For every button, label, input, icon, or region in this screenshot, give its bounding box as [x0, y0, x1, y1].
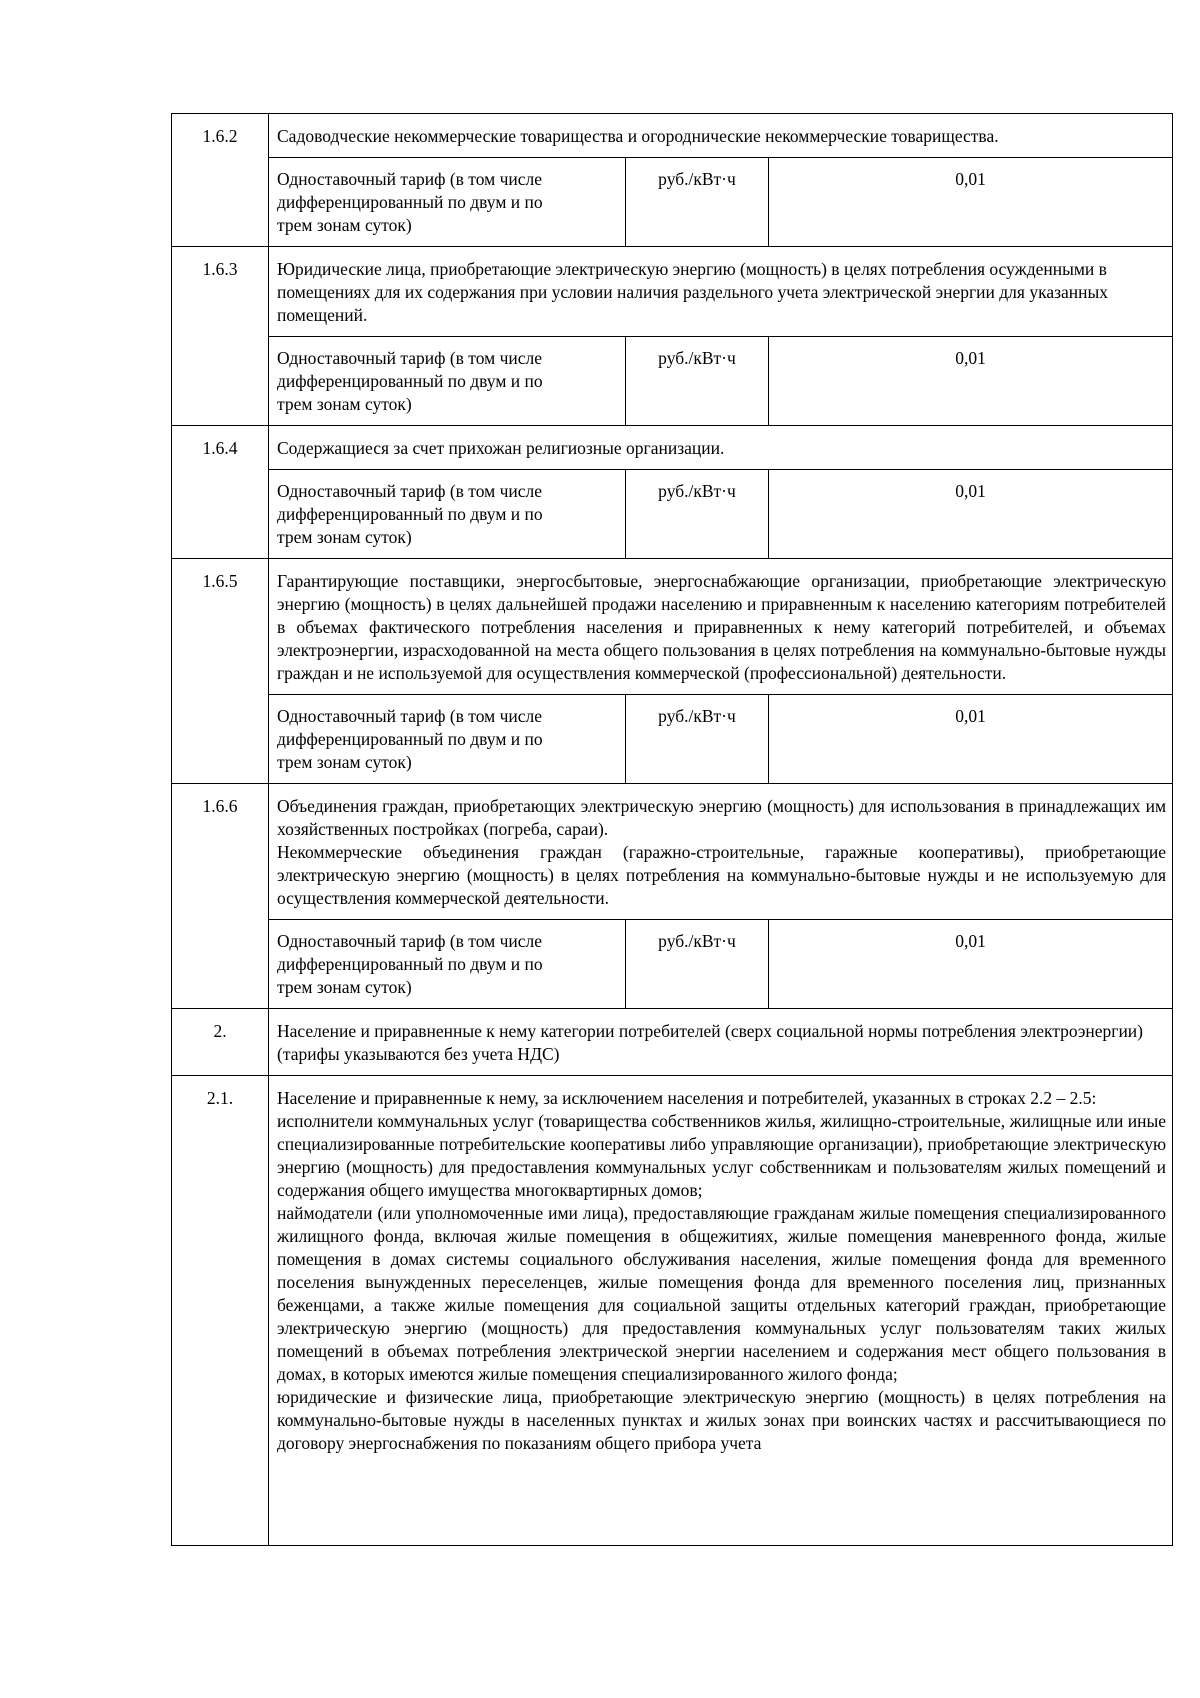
- table-row: [172, 1076, 1173, 1546]
- description-paragraph: Объединения граждан, приобретающих электрическую энергию (мощность) для использования в принадлежащих им хозяйственных постройках (погреба, сараи).: [277, 796, 1167, 839]
- tariff-label-line: Одноставочный тариф (в том числе: [277, 348, 543, 368]
- tariff-value: 0,01: [769, 337, 1173, 426]
- tariff-label-line: Одноставочный тариф (в том числе: [277, 931, 543, 951]
- description-paragraph: Население и приравненные к нему категории потребителей (сверх социальной нормы потребления электроэнергии) (тарифы указываются без учета НДС): [277, 1021, 1144, 1064]
- tariff-label-line: дифференцированный по двум и по: [277, 729, 543, 749]
- tariff-table: [171, 113, 1173, 1546]
- description-paragraph: юридические и физические лица, приобретающие электрическую энергию (мощность) в целях потребления на коммунально-бытовые нужды в населенных пунктах и жилых зонах при воинских частях и рассчитывающиеся по договору энергоснабжения по показаниям общего прибора учета: [277, 1387, 1167, 1453]
- description-paragraph: Садоводческие некоммерческие товарищества и огороднические некоммерческие товарищества.: [277, 126, 999, 146]
- description-paragraph: Содержащиеся за счет прихожан религиозные организации.: [277, 438, 725, 458]
- category-description: [269, 426, 1173, 470]
- category-description: [269, 247, 1173, 337]
- description-paragraph: Население и приравненные к нему, за исключением населения и потребителей, указанных в строках 2.2 – 2.5:: [277, 1088, 1097, 1108]
- tariff-unit: руб./кВт·ч: [626, 920, 769, 1009]
- tariff-unit: руб./кВт·ч: [626, 695, 769, 784]
- tariff-value: 0,01: [769, 695, 1173, 784]
- row-number: 2.1.: [172, 1076, 269, 1546]
- tariff-label: [269, 158, 626, 247]
- table-row: [172, 784, 1173, 920]
- tariff-label: [269, 695, 626, 784]
- tariff-label-line: дифференцированный по двум и по: [277, 371, 543, 391]
- category-description: [269, 1009, 1173, 1076]
- tariff-label-line: дифференцированный по двум и по: [277, 954, 543, 974]
- tariff-label-line: Одноставочный тариф (в том числе: [277, 169, 543, 189]
- table-row: [172, 559, 1173, 695]
- description-paragraph: Гарантирующие поставщики, энергосбытовые, энергоснабжающие организации, приобретающие электрическую энергию (мощность) в целях дальнейшей продажи населению и приравненным к населению категориям потребителей в объемах фактического потребления населения и приравненных к нему категорий потребителей, и объемах электроэнергии, израсходованной на места общего пользования в целях потребления на коммунально-бытовые нужды граждан и не используемой для осуществления коммерческой (профессиональной) деятельности.: [277, 571, 1167, 683]
- tariff-label-line: трем зонам суток): [277, 752, 412, 772]
- table-row: [172, 1009, 1173, 1076]
- row-number: 1.6.2: [172, 114, 269, 247]
- tariff-label-line: трем зонам суток): [277, 215, 412, 235]
- table-row: [172, 247, 1173, 337]
- row-number: 1.6.5: [172, 559, 269, 784]
- category-description: [269, 784, 1173, 920]
- row-number: 1.6.6: [172, 784, 269, 1009]
- tariff-unit: руб./кВт·ч: [626, 470, 769, 559]
- tariff-row: [172, 920, 1173, 1009]
- description-paragraph: Некоммерческие объединения граждан (гаражно-строительные, гаражные кооперативы), приобретающие электрическую энергию (мощность) в целях потребления на коммунально-бытовые нужды и не используемую для осуществления коммерческой деятельности.: [277, 842, 1167, 908]
- tariff-label-line: трем зонам суток): [277, 527, 412, 547]
- tariff-label-line: дифференцированный по двум и по: [277, 504, 543, 524]
- tariff-value: 0,01: [769, 470, 1173, 559]
- tariff-label-line: Одноставочный тариф (в том числе: [277, 481, 543, 501]
- description-paragraph: наймодатели (или уполномоченные ими лица), предоставляющие гражданам жилые помещения специализированного жилищного фонда, включая жилые помещения в общежитиях, жилые помещения маневренного фонда, жилые помещения в домах системы социального обслуживания населения, жилые помещения фонда для временного поселения вынужденных переселенцев, жилые помещения фонда для временного поселения лиц, признанных беженцами, а также жилые помещения для социальной защиты отдельных категорий граждан, приобретающие электрическую энергию (мощность) для предоставления коммунальных услуг пользователям таких жилых помещений в объемах потребления электрической энергии населением и содержания мест общего пользования в домах, в которых имеются жилые помещения специализированного жилого фонда;: [277, 1203, 1167, 1384]
- row-number: 1.6.4: [172, 426, 269, 559]
- table-row: [172, 114, 1173, 158]
- description-paragraph: исполнители коммунальных услуг (товарищества собственников жилья, жилищно-строительные, жилищные или иные специализированные потребительские кооперативы либо управляющие организации), приобретающие электрическую энергию (мощность) для предоставления коммунальных услуг собственникам и пользователям жилых помещений и содержания общего имущества многоквартирных домов;: [277, 1111, 1167, 1200]
- tariff-label-line: трем зонам суток): [277, 977, 412, 997]
- tariff-label-line: дифференцированный по двум и по: [277, 192, 543, 212]
- category-description: [269, 559, 1173, 695]
- row-number: 1.6.3: [172, 247, 269, 426]
- tariff-row: [172, 158, 1173, 247]
- tariff-row: [172, 470, 1173, 559]
- tariff-value: 0,01: [769, 158, 1173, 247]
- table-row: [172, 426, 1173, 470]
- category-description: [269, 114, 1173, 158]
- row-number: 2.: [172, 1009, 269, 1076]
- category-description: [269, 1076, 1173, 1546]
- tariff-label-line: Одноставочный тариф (в том числе: [277, 706, 543, 726]
- tariff-row: [172, 337, 1173, 426]
- tariff-label-line: трем зонам суток): [277, 394, 412, 414]
- tariff-unit: руб./кВт·ч: [626, 158, 769, 247]
- tariff-label: [269, 337, 626, 426]
- tariff-value: 0,01: [769, 920, 1173, 1009]
- tariff-row: [172, 695, 1173, 784]
- tariff-label: [269, 920, 626, 1009]
- tariff-label: [269, 470, 626, 559]
- description-paragraph: Юридические лица, приобретающие электрическую энергию (мощность) в целях потребления осужденными в помещениях для их содержания при условии наличия раздельного учета электрической энергии для указанных помещений.: [277, 259, 1109, 325]
- tariff-unit: руб./кВт·ч: [626, 337, 769, 426]
